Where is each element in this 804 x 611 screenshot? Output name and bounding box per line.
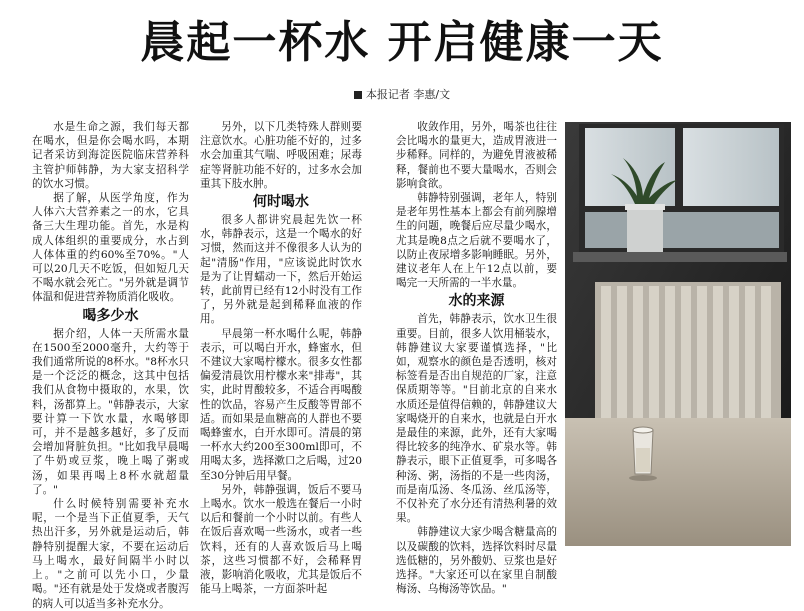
paragraph: 早晨第一杯水喝什么呢，韩静表示，可以喝白开水，蜂蜜水，但不建议大家喝柠檬水。很多女性都偏爱清晨饮用柠檬水来"排毒"，其实，此时胃酸较多，不适合再喝酸性的饮品，容易产生反酸等胃部不适。而如果是血糖高的人群也不要喝蜂蜜水，白开水即可。清晨的第一杯水大约200至300ml即可，不用喝太多，选择漱口之后喝，过20至30分钟后用早餐。	[200, 327, 362, 482]
subheading-source: 水的来源	[448, 293, 505, 310]
paragraph: 另外，以下几类特殊人群则要注意饮水。心脏功能不好的，过多水会加重其气喘、呼吸困难；尿毒症等肾脏功能不好的，过多水会加重其下肢水肿。	[200, 121, 362, 190]
paragraph: 韩静特别强调，老年人，特别是老年男性基本上都会有前列腺增生的问题，晚餐后应尽量少喝水，尤其是晚8点之后就不要喝水了，以防止夜尿增多影响睡眠。另外，建议老年人在上午12点以前，要喝完一天所需的一半水量。	[396, 192, 557, 290]
paragraph: 什么时候特别需要补充水呢，一个是当下正值夏季，天气热出汗多，另外就是运动后，韩静特别提醒大家，不要在运动后马上喝水，最好间隔半小时以上。"之前可以先小口，少量喝。"还有就是处于发烧或者腹泻的病人可以适当多补充水分。	[32, 498, 189, 610]
byline-text: 本报记者 李惠/文	[365, 88, 451, 101]
paragraph: 很多人都讲究晨起先饮一杯水，韩静表示，这是一个喝水的好习惯，然而这并不像很多人认为的起"清肠"作用，"应该说此时饮水是为了让胃蠕动一下，然后开始运转，此前胃已经有12小时没有工作了，另外就是起到稀释血液的作用。	[200, 214, 362, 326]
paragraph: 首先，韩静表示，饮水卫生很重要。目前，很多人饮用桶装水，韩静建议大家要谨慎选择，"比如，观察水的颜色是否透明，核对标签看是否出自规范的厂家，注意保质期等等。"目前北京的自来水水质还是值得信赖的，韩静建议大家喝烧开的自来水，也就是白开水是最佳的来源，此外，还有大家喝得比较多的纯净水、矿泉水等。韩静表示，眼下正值夏季，可多喝各种汤、粥，汤指的不是一些肉汤，而是南瓜汤、冬瓜汤、丝瓜汤等，不仅补充了水分还有清热利暑的效果。	[396, 313, 557, 525]
bullet-square-icon	[354, 91, 362, 99]
paragraph: 据介绍，人体一天所需水量在1500至2000毫升，大约等于我们通常所说的8杯水。"8杯水只是一个泛泛的概念，这其中包括我们从食物中摄取的，水果，饮料，汤都算上。"韩静表示，大家要计算一下饮水量，水喝够即可，并不是越多越好，多了反而会增加肾脏负担。"比如我早晨喝了牛奶或豆浆，晚上喝了粥或汤，如果再喝上8杯水就超量了。"	[32, 327, 189, 496]
paragraph: 据了解，从医学角度，作为人体六大营养素之一的水，它具备三大生理功能。首先，水是构成人体组织的重要成分，水占到人体体重的约60%至70%。"人可以20几天不吃饭，但如短几天不喝水就会死亡。"另外就是调节体温和促进营养物质消化吸收。	[32, 192, 189, 304]
subheading-how-much: 喝多少水	[82, 307, 139, 324]
paragraph: 收敛作用，另外，喝茶也往往会比喝水的量更大，造成胃液进一步稀释。同样的，为避免胃液被稀释，餐前也不要大量喝水，否则会影响食欲。	[396, 121, 557, 190]
window-plant-water-glass-photo	[565, 122, 791, 546]
paragraph: 另外，韩静强调，饭后不要马上喝水。饮水一般选在餐后一小时以后和餐前一个小时以前。有些人在饭后喜欢喝一些汤水，或者一些饮料，还有的人喜欢饭后马上喝茶，这些习惯都不好，会稀释胃液，影响消化吸收，尤其是饭后不能马上喝茶，一方面茶叶起	[200, 483, 362, 596]
byline	[0, 86, 804, 102]
subheading-when: 何时喝水	[253, 194, 309, 211]
paragraph: 韩静建议大家少喝含糖量高的以及碳酸的饮料，选择饮料时尽量选低糖的，另外酸奶、豆浆也是好选择。"大家还可以在家里自制酸梅汤、乌梅汤等饮品。"	[396, 526, 557, 596]
paragraph: 水是生命之源，我们每天都在喝水，但是你会喝水吗，本期记者采访到海淀医院临床营养科主管护师韩静，为大家支招科学的饮水习惯。	[32, 121, 189, 190]
article-column-1	[32, 120, 189, 610]
article-column-3	[396, 120, 557, 596]
headline: 晨起一杯水 开启健康一天	[140, 17, 664, 68]
article-column-2	[200, 120, 362, 596]
